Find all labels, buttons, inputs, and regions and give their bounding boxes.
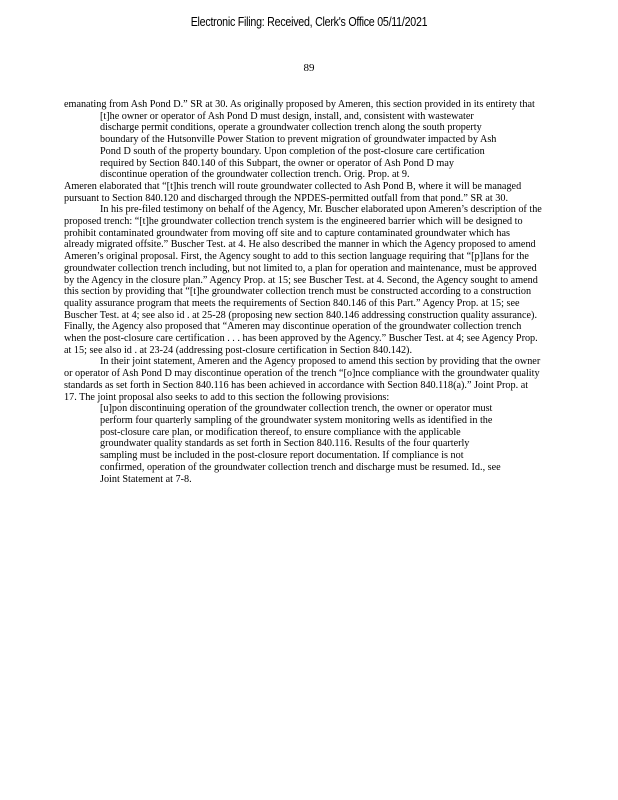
paragraph-joint-statement: In their joint statement, Ameren and the Agency proposed to amend this section by providing that the owner or operator of Ash Pond D may discontinue operation of the trench “[o]nce compliance with the groundwater quality standards as set forth in Section 840.116 has been achieved in accordance with Section 840.118(a).” Joint Prop. at 17. The joint proposal also seeks to add to this section the following provisions:: [64, 356, 541, 403]
paragraph-ameren-elaboration: Ameren elaborated that “[t]his trench will route groundwater collected to Ash Pond B, where it will be managed pursuant to Section 840.120 and discharged through the NPDES-permitted outfall from that pond.” SR at 30.: [64, 180, 522, 204]
block-quote-joint-proposal: [u]pon discontinuing operation of the groundwater collection trench, the owner or operator must perform four quarterly sampling of the groundwater system monitoring wells as identified in the post-closure care plan, or modification thereof, to ensure compliance with the applicable groundwater quality standards as set forth in Section 840.116. Results of the four quarterly sampling must be included in the post-closure report documentation. If compliance is not confirmed, operation of the groundwater collection trench and discharge must be resumed. Id., see Joint Statement at 7-8.: [100, 403, 501, 485]
paragraph-continuation: emanating from Ash Pond D.” SR at 30. As originally proposed by Ameren, this section provided in its entirety that: [64, 99, 535, 110]
document-body: [64, 99, 542, 485]
electronic-filing-stamp: Electronic Filing: Received, Clerk's Office 05/11/2021: [190, 14, 428, 29]
paragraph-buscher-testimony: In his pre-filed testimony on behalf of the Agency, Mr. Buscher elaborated upon Ameren’s description of the proposed trench: “[t]he groundwater collection trench system is the engineered barrier which will be designed to prohibit contaminated groundwater from moving off site and to capture contaminated groundwater which has already migrated offsite.” Buscher Test. at 4. He also described the manner in which the Agency proposed to amend Ameren’s original proposal. First, the Agency sought to add to this section language requiring that “[p]lans for the groundwater collection trench including, but not limited to, a plan for operation and maintenance, must be approved by the Agency in the closure plan.” Agency Prop. at 15; see Buscher Test. at 4. Second, the Agency sought to amend this section by providing that “[t]he groundwater collection trench must be constructed according to a construction quality assurance program that meets the requirements of Section 840.146 of this Part.” Agency Prop. at 15; see Buscher Test. at 4; see also id . at 25-28 (proposing new section 840.146 addressing construction quality assurance). Finally, the Agency also proposed that “Ameren may discontinue operation of the groundwater collection trench when the post-closure care certification . . . has been approved by the Agency.” Buscher Test. at 4; see Agency Prop. at 15; see also id . at 23-24 (addressing post-closure certification in Section 840.142).: [64, 204, 542, 356]
block-quote-original-proposal: [t]he owner or operator of Ash Pond D must design, install, and, consistent with wastewater discharge permit conditions, operate a groundwater collection trench along the south property boundary of the Hutsonville Power Station to prevent migration of groundwater impacted by Ash Pond D south of the property boundary. Upon completion of the post-closure care certification required by Section 840.140 of this Subpart, the owner or operator of Ash Pond D may discontinue operation of the groundwater collection trench. Orig. Prop. at 9.: [100, 110, 497, 181]
page-number: 89: [303, 62, 315, 74]
